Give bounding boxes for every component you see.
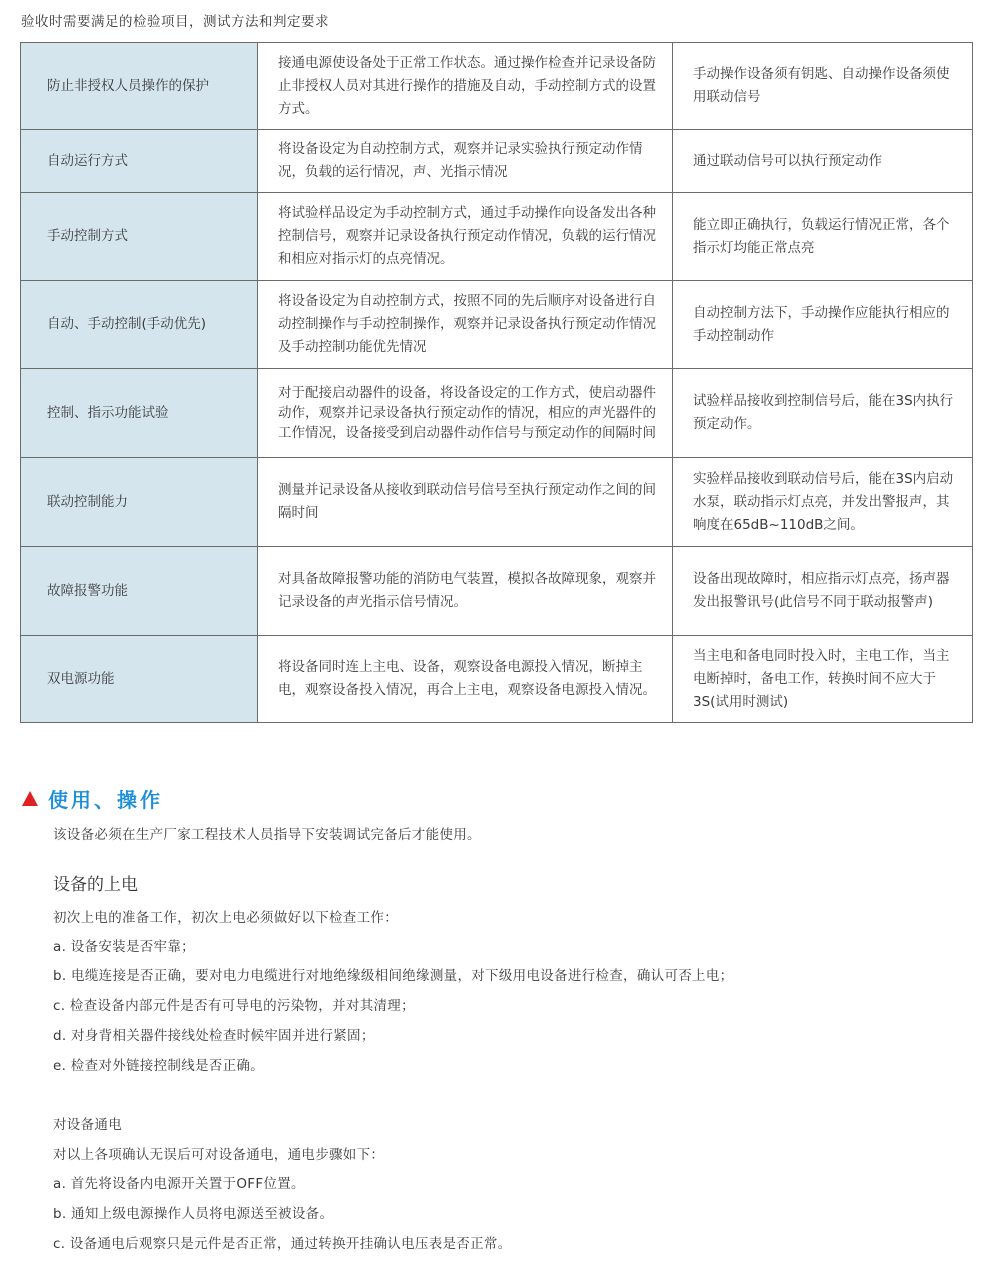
method-cell: 将设备同时连上主电、设备，观察设备电源投入情况，断掉主电，观察设备投入情况，再合上主电，观察设备电源投入情况。: [258, 636, 673, 723]
energize-item: a. 首先将设备内电源开关置于OFF位置。: [53, 1176, 305, 1192]
energize-item: c. 设备通电后观察只是元件是否正常，通过转换开挂确认电压表是否正常。: [53, 1236, 512, 1252]
table-row: [21, 369, 973, 458]
power-on-item: d. 对身背相关器件接线处检查时候牢固并进行紧固；: [53, 1028, 375, 1044]
requirement-cell: 当主电和备电同时投入时，主电工作，当主电断掉时，备电工作，转换时间不应大于3S(试用时测试): [673, 636, 973, 723]
triangle-icon: [22, 791, 38, 806]
energize-title: 对设备通电: [53, 1117, 122, 1133]
requirement-cell: 能立即正确执行，负载运行情况正常，各个指示灯均能正常点亮: [673, 193, 973, 281]
table-row: [21, 547, 973, 636]
item-cell: 故障报警功能: [21, 547, 258, 636]
method-cell: 将设备设定为自动控制方式，按照不同的先后顺序对设备进行自动控制操作与手动控制操作，观察并记录设备执行预定动作情况及手动控制功能优先情况: [258, 281, 673, 369]
energize-lead: 对以上各项确认无误后可对设备通电，通电步骤如下：: [53, 1147, 385, 1163]
section-intro: 该设备必须在生产厂家工程技术人员指导下安装调试完备后才能使用。: [53, 827, 481, 843]
item-cell: 自动、手动控制(手动优先): [21, 281, 258, 369]
method-cell: 将设备设定为自动控制方式，观察并记录实验执行预定动作情况，负载的运行情况，声、光指示情况: [258, 130, 673, 193]
method-cell: 对具备故障报警功能的消防电气装置，模拟各故障现象，观察并记录设备的声光指示信号情况。: [258, 547, 673, 636]
requirement-cell: 设备出现故障时，相应指示灯点亮，扬声器发出报警讯号(此信号不同于联动报警声): [673, 547, 973, 636]
item-cell: 手动控制方式: [21, 193, 258, 281]
power-on-item: c. 检查设备内部元件是否有可导电的污染物，并对其清理；: [53, 998, 415, 1014]
requirement-cell: 通过联动信号可以执行预定动作: [673, 130, 973, 193]
table-row: [21, 458, 973, 547]
item-cell: 控制、指示功能试验: [21, 369, 258, 458]
energize-item: b. 通知上级电源操作人员将电源送至被设备。: [53, 1206, 334, 1222]
requirement-cell: 手动操作设备须有钥匙、自动操作设备须使用联动信号: [673, 43, 973, 130]
method-cell: 测量并记录设备从接收到联动信号信号至执行预定动作之间的间隔时间: [258, 458, 673, 547]
method-cell: 将试验样品设定为手动控制方式，通过手动操作向设备发出各种控制信号，观察并记录设备执行预定动作情况，负载的运行情况和相应对指示灯的点亮情况。: [258, 193, 673, 281]
method-cell: 对于配接启动器件的设备，将设备设定的工作方式，使启动器件动作，观察并记录设备执行预定动作的情况，相应的声光器件的工作情况，设备接受到启动器件动作信号与预定动作的间隔时间: [258, 369, 673, 458]
requirement-cell: 实验样品接收到联动信号后，能在3S内启动水泵，联动指示灯点亮，并发出警报声，其响度在65dB~110dB之间。: [673, 458, 973, 547]
inspection-table: [20, 42, 973, 723]
item-cell: 防止非授权人员操作的保护: [21, 43, 258, 130]
power-on-title: 设备的上电: [53, 875, 138, 895]
section-title: 使用、操作: [48, 788, 163, 812]
table-caption: 验收时需要满足的检验项目，测试方法和判定要求: [21, 14, 329, 30]
requirement-cell: 试验样品接收到控制信号后，能在3S内执行预定动作。: [673, 369, 973, 458]
table-row: [21, 130, 973, 193]
table-row: [21, 193, 973, 281]
table-row: [21, 43, 973, 130]
requirement-cell: 自动控制方法下，手动操作应能执行相应的手动控制动作: [673, 281, 973, 369]
table-row: [21, 281, 973, 369]
item-cell: 自动运行方式: [21, 130, 258, 193]
power-on-item: e. 检查对外链接控制线是否正确。: [53, 1058, 264, 1074]
power-on-lead: 初次上电的准备工作，初次上电必须做好以下检查工作：: [53, 910, 398, 926]
table-row: [21, 636, 973, 723]
item-cell: 联动控制能力: [21, 458, 258, 547]
method-cell: 接通电源使设备处于正常工作状态。通过操作检查并记录设备防止非授权人员对其进行操作的措施及自动，手动控制方式的设置方式。: [258, 43, 673, 130]
item-cell: 双电源功能: [21, 636, 258, 723]
power-on-item: b. 电缆连接是否正确，要对电力电缆进行对地绝缘级相间绝缘测量，对下级用电设备进行检查，确认可否上电；: [53, 968, 734, 984]
power-on-item: a. 设备安装是否牢靠；: [53, 939, 195, 955]
section-header: [22, 784, 163, 813]
